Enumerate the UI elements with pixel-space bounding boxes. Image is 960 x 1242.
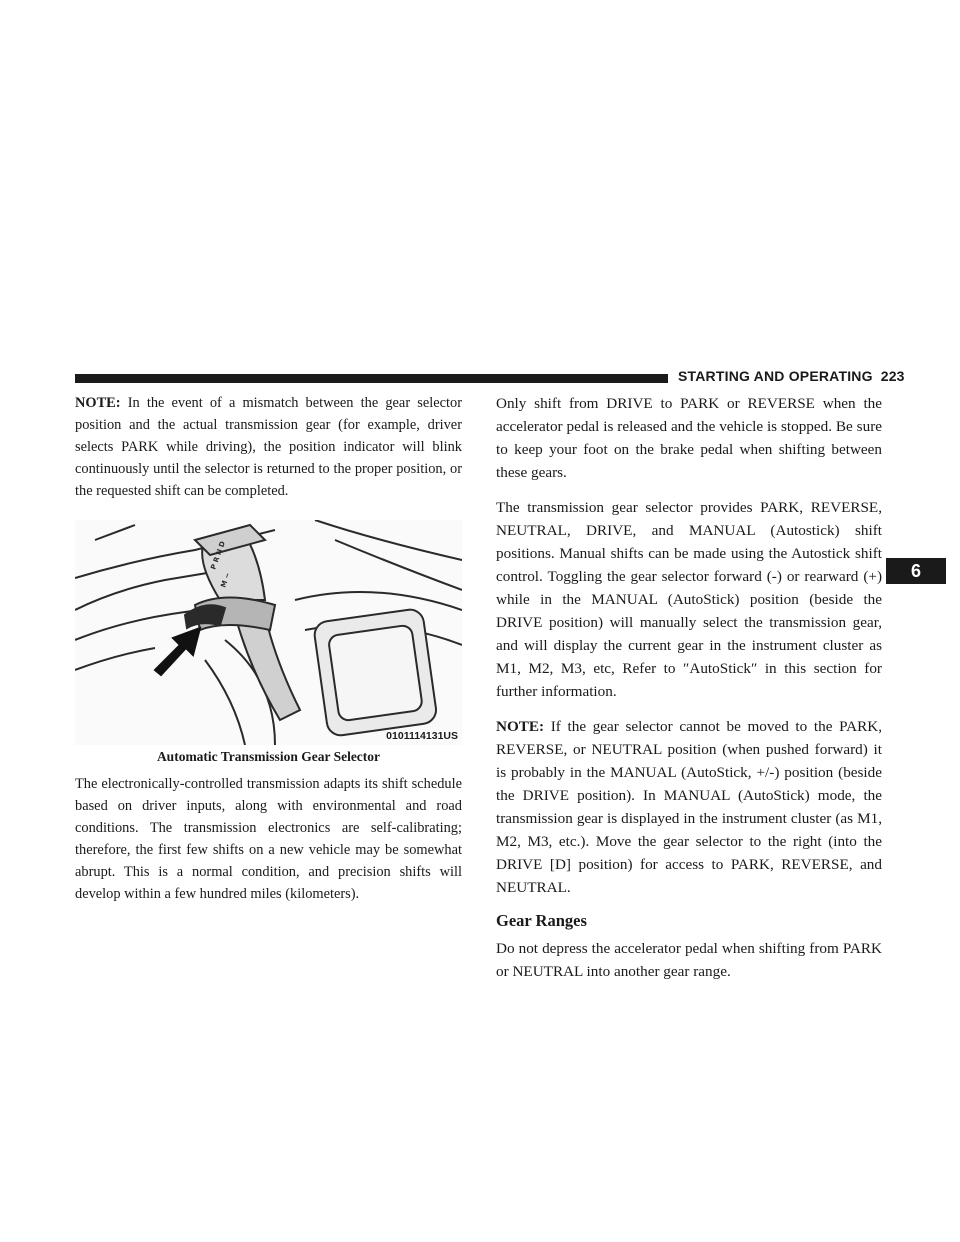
figure-id: 0101114131US — [386, 730, 458, 742]
gear-ranges-paragraph: Do not depress the accelerator pedal when shifting from PARK or NEUTRAL into another gear range. — [496, 940, 882, 980]
note-text: In the event of a mismatch between the gear selector position and the actual transmission gear (for example, driver selects PARK while driving), the position indicator will blink continuously until the selector is returned to the proper position, or the requested shift can be completed. — [75, 395, 462, 499]
header-rule — [75, 374, 668, 383]
chapter-tab: 6 — [886, 558, 946, 584]
right-column — [496, 392, 882, 995]
gear-selector-illustration — [75, 520, 462, 745]
svg-text:M −: M − — [219, 571, 233, 589]
note-paragraph — [75, 392, 462, 502]
section-heading: Gear Ranges — [496, 911, 587, 930]
gear-selector-figure — [75, 520, 462, 745]
page-number: 223 — [880, 368, 905, 384]
svg-text:P R N D: P R N D — [209, 540, 227, 571]
section-title: STARTING AND OPERATING — [678, 368, 873, 384]
note-label-2: NOTE: — [496, 718, 545, 735]
note-paragraph-2 — [496, 715, 882, 899]
transmission-paragraph: The electronically-controlled transmission adapts its shift schedule based on driver inputs, along with environmental and road conditions. The transmission electronics are self-calibrating; therefore, the first few shifts on a new vehicle may be somewhat abrupt. This is a normal condition, and precision shifts will develop within a few hundred miles (kilometers). — [75, 776, 462, 902]
figure-caption: Automatic Transmission Gear Selector — [156, 749, 381, 764]
note-text-2: If the gear selector cannot be moved to the PARK, REVERSE, or NEUTRAL position (when pushed forward) it is probably in the MANUAL (AutoStick, +/-) position (beside the DRIVE position). In MANUAL (AutoStick) mode, the transmission gear is displayed in the instrument cluster (as M1, M2, M3, etc.). Move the gear selector to the right (into the DRIVE [D] position) for access to PARK, REVERSE, and NEUTRAL. — [496, 718, 882, 896]
selector-paragraph: The transmission gear selector provides PARK, REVERSE, NEUTRAL, DRIVE, and MANUAL (Autostick) shift positions. Manual shifts can be made using the Autostick shift control. Toggling the gear selector forward (-) or rearward (+) while in the MANUAL (AutoStick) position (beside the DRIVE position) will manually select the transmission gear, and will display the current gear in the instrument cluster as M1, M2, M3, etc, Refer to ″AutoStick″ in this section for further information. — [496, 499, 882, 700]
shift-paragraph: Only shift from DRIVE to PARK or REVERSE when the accelerator pedal is released and the vehicle is stopped. Be sure to keep your foot on the brake pedal when shifting between these gears. — [496, 395, 882, 481]
left-column — [75, 392, 462, 917]
note-label: NOTE: — [75, 395, 121, 411]
running-header — [678, 368, 905, 384]
